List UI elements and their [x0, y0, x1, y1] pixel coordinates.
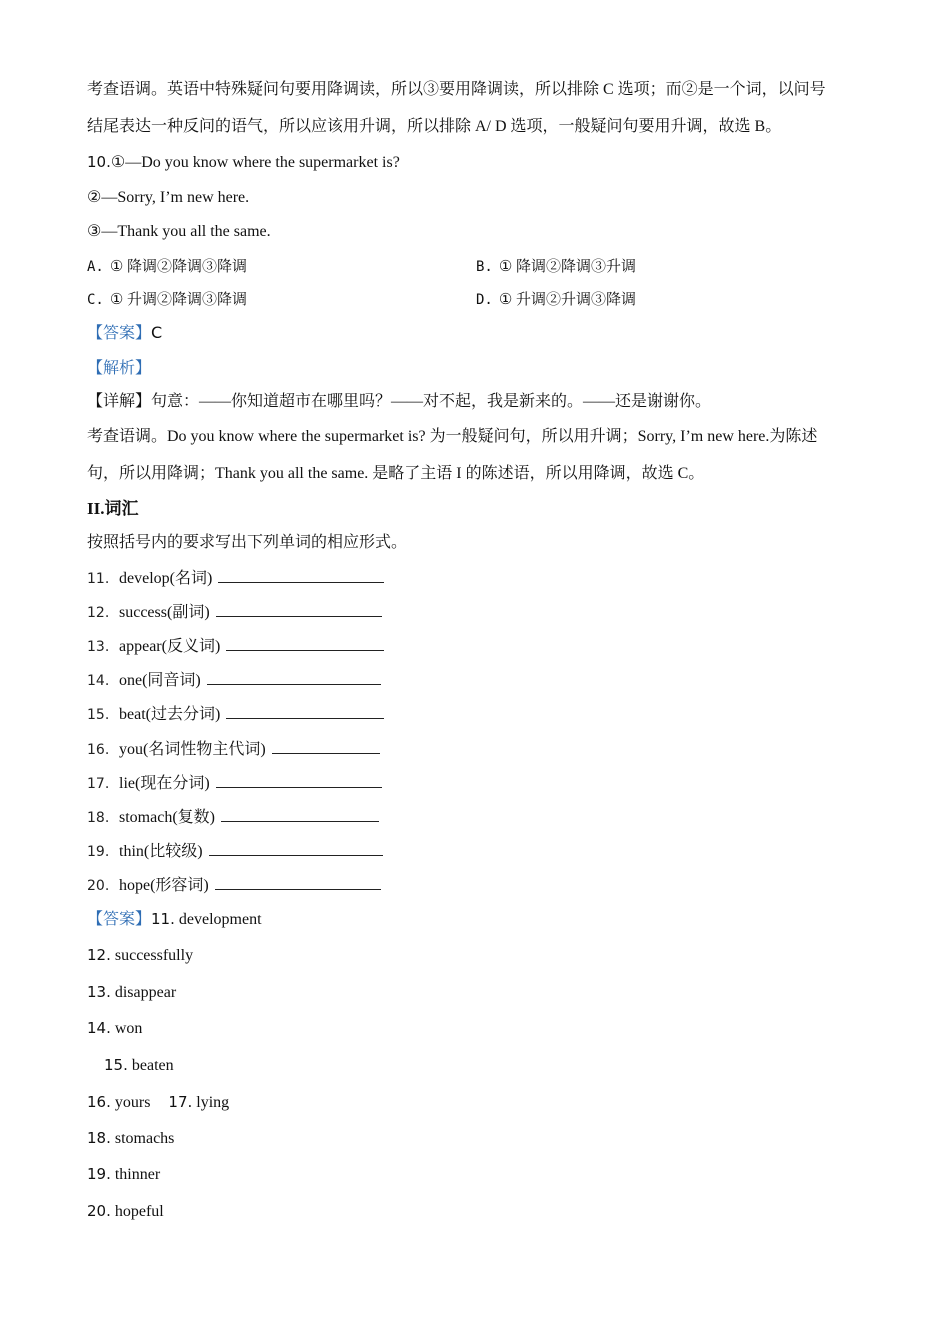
- answer-line: [87, 982, 176, 1003]
- item-number: 14.: [87, 673, 110, 689]
- explanation-text: 结尾表达一种反问的语气，所以应该用升调，所以排除 A/ D 选项，一般疑问句要用升调，故选 B。: [87, 118, 782, 135]
- answer-line: [104, 1055, 174, 1076]
- item-number: 13.: [87, 639, 110, 655]
- answer-number: 11.: [151, 910, 175, 928]
- answer-word: thinner: [114, 1166, 161, 1183]
- item-word: success(副词): [119, 604, 210, 621]
- answer-number: 18.: [87, 1129, 111, 1147]
- item-word: appear(反义词): [119, 638, 221, 655]
- vocab-item: [87, 669, 381, 691]
- detail-text: 句意：——你知道超市在哪里吗？——对不起，我是新来的。——还是谢谢你。: [151, 393, 712, 410]
- answer-blank[interactable]: [215, 874, 381, 890]
- vocab-item: [87, 567, 384, 589]
- option-text: ① 升调②升调③降调: [498, 292, 637, 308]
- answer-word: hopeful: [114, 1203, 164, 1220]
- answer-label: 【答案】: [87, 911, 152, 928]
- answer-label: 【答案】: [87, 325, 152, 342]
- answer-word: beaten: [131, 1057, 174, 1074]
- answer-word: yours: [114, 1094, 151, 1111]
- answer-number: 16.: [87, 1093, 111, 1111]
- option-d: [476, 290, 636, 310]
- answer-number: 14.: [87, 1019, 111, 1037]
- answer-blank[interactable]: [221, 806, 379, 822]
- answer-number: 20.: [87, 1202, 111, 1220]
- vocab-item: [87, 601, 382, 623]
- answer-blank[interactable]: [226, 703, 384, 719]
- item-number: 18.: [87, 810, 110, 826]
- answer-line: [87, 1018, 142, 1039]
- item-number: 17.: [87, 776, 110, 792]
- section-instruction: 按照括号内的要求写出下列单词的相应形式。: [87, 534, 408, 551]
- explanation-text: 句，所以用降调；Thank you all the same. 是略了主语 I 的陈述语，所以用降调，故选 C。: [87, 465, 705, 482]
- answer-word: successfully: [114, 947, 194, 964]
- dialogue-line: ②—Sorry, I’m new here.: [87, 189, 250, 206]
- answer-line: [87, 1164, 160, 1185]
- answer-value: C: [151, 323, 163, 342]
- vocab-item: [87, 874, 381, 896]
- analysis-label-text: 【解析】: [87, 360, 152, 377]
- explanation-text: 考查语调。Do you know where the supermarket is? 为一般疑问句，所以用升调；Sorry, I’m new here.为陈述: [87, 428, 818, 445]
- answer-number: 13.: [87, 983, 111, 1001]
- vocab-item: [87, 635, 384, 657]
- item-word: stomach(复数): [119, 809, 215, 826]
- vocab-item: [87, 703, 384, 725]
- dialogue-line: ③—Thank you all the same.: [87, 223, 271, 240]
- answer-line: [87, 1201, 164, 1222]
- question-10-stem: [87, 152, 400, 173]
- vocab-item: [87, 806, 379, 828]
- item-number: 15.: [87, 707, 110, 723]
- item-number: 20.: [87, 878, 110, 894]
- section-heading: II.词汇: [87, 499, 139, 518]
- answer-word: stomachs: [114, 1130, 175, 1147]
- dialogue-line: ①—Do you know where the supermarket is?: [110, 154, 400, 171]
- analysis-label: [87, 359, 151, 379]
- vocab-item: [87, 772, 382, 794]
- option-b: [476, 257, 636, 277]
- question-number: 10.: [87, 153, 111, 171]
- option-text: ① 降调②降调③升调: [498, 259, 637, 275]
- item-word: beat(过去分词): [119, 706, 221, 723]
- answer-word: won: [114, 1020, 143, 1037]
- option-text: ① 降调②降调③降调: [109, 259, 248, 275]
- answer-blank[interactable]: [216, 772, 382, 788]
- item-word: develop(名词): [119, 570, 213, 587]
- answer-blank[interactable]: [207, 669, 381, 685]
- option-text: ① 升调②降调③降调: [109, 292, 248, 308]
- option-a: [87, 257, 247, 277]
- item-word: thin(比较级): [119, 843, 203, 860]
- answer-blank[interactable]: [272, 738, 380, 754]
- answer-line: [87, 1128, 174, 1149]
- answer-number: 17.: [168, 1093, 193, 1111]
- item-word: you(名词性物主代词): [119, 741, 266, 758]
- item-number: 16.: [87, 742, 110, 758]
- answer-blank[interactable]: [218, 567, 384, 583]
- answer-line: [87, 909, 262, 930]
- item-word: one(同音词): [119, 672, 201, 689]
- answer-line: [87, 945, 193, 966]
- answer-word: lying: [196, 1094, 230, 1111]
- answer-blank[interactable]: [209, 840, 383, 856]
- detail-line: [87, 392, 711, 412]
- answer-word: development: [178, 911, 262, 928]
- item-number: 19.: [87, 844, 110, 860]
- option-letter: B.: [476, 259, 493, 275]
- item-number: 11.: [87, 571, 110, 587]
- answer-line: [87, 323, 162, 344]
- item-word: lie(现在分词): [119, 775, 210, 792]
- answer-number: 19.: [87, 1165, 111, 1183]
- option-c: [87, 290, 247, 310]
- answer-blank[interactable]: [226, 635, 384, 651]
- answer-word: disappear: [114, 984, 177, 1001]
- option-letter: C.: [87, 292, 104, 308]
- option-letter: D.: [476, 292, 493, 308]
- item-number: 12.: [87, 605, 110, 621]
- answer-line: [87, 1092, 229, 1113]
- answer-blank[interactable]: [216, 601, 382, 617]
- answer-number: 15.: [104, 1056, 128, 1074]
- item-word: hope(形容词): [119, 877, 209, 894]
- vocab-item: [87, 738, 380, 760]
- detail-label: 【详解】: [87, 393, 152, 410]
- explanation-text: 考查语调。英语中特殊疑问句要用降调读，所以③要用降调读，所以排除 C 选项；而②是一个词，以问号: [87, 81, 826, 98]
- answer-number: 12.: [87, 946, 111, 964]
- vocab-item: [87, 840, 383, 862]
- option-letter: A.: [87, 259, 104, 275]
